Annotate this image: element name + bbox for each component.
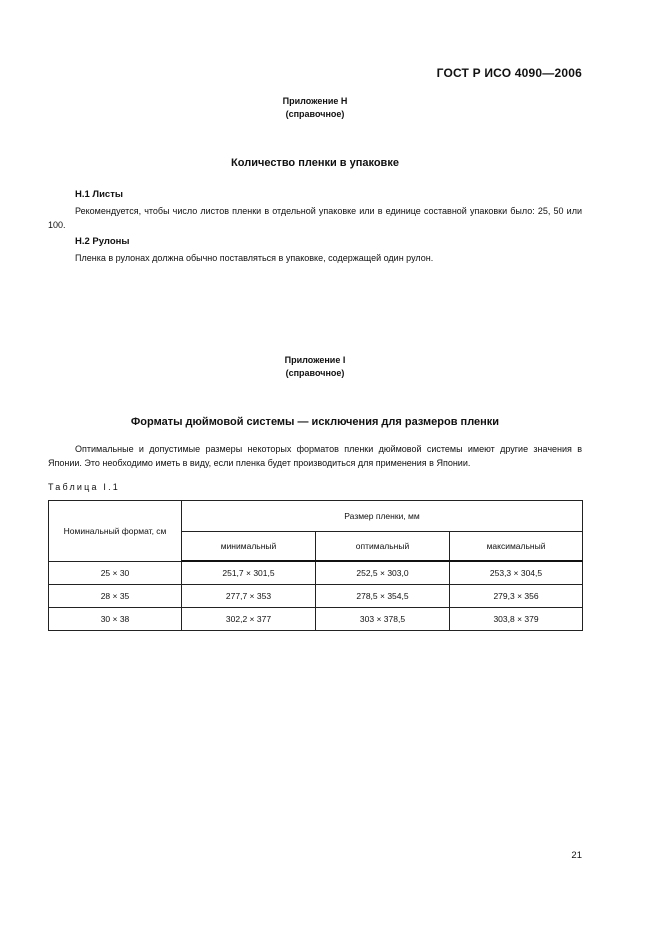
cell-nominal: 28 × 35 [49,585,182,608]
cell-maximal: 253,3 × 304,5 [450,561,583,585]
page-number: 21 [571,850,582,861]
appendix-h-title: Количество пленки в упаковке [231,157,399,169]
table-caption: Таблица I.1 [48,482,120,492]
section-h1-heading: Н.1 Листы [75,189,123,200]
section-h2-heading: Н.2 Рулоны [75,236,130,247]
appendix-h-label: Приложение Н [282,96,348,106]
appendix-i-label: Приложение I [284,355,346,365]
section-h1-text: Рекомендуется, чтобы число листов пленки в отдельной упаковке или в единице составной упаковки было: 25, 50 или 100. [48,206,582,230]
cell-minimal: 277,7 × 353 [182,585,316,608]
cell-maximal: 279,3 × 356 [450,585,583,608]
film-size-table [48,500,583,631]
cell-minimal: 302,2 × 377 [182,608,316,631]
table-row [49,608,583,631]
cell-maximal: 303,8 × 379 [450,608,583,631]
cell-nominal: 25 × 30 [49,561,182,585]
table-row [49,585,583,608]
appendix-i-title: Форматы дюймовой системы — исключения для размеров пленки [130,416,500,428]
standard-id: ГОСТ Р ИСО 4090—2006 [436,66,582,80]
appendix-h-note: (справочное) [285,109,345,119]
cell-minimal: 251,7 × 301,5 [182,561,316,585]
header-minimal: минимальный [182,532,316,562]
header-film-size: Размер пленки, мм [182,501,583,532]
cell-nominal: 30 × 38 [49,608,182,631]
appendix-i-note: (справочное) [285,368,345,378]
header-nominal-format: Номинальный формат, см [49,501,182,562]
cell-optimal: 252,5 × 303,0 [316,561,450,585]
section-h2-text: Пленка в рулонах должна обычно поставляться в упаковке, содержащей один рулон. [75,253,434,263]
header-maximal: максимальный [450,532,583,562]
table-row [49,561,583,585]
header-optimal: оптимальный [316,532,450,562]
cell-optimal: 278,5 × 354,5 [316,585,450,608]
cell-optimal: 303 × 378,5 [316,608,450,631]
appendix-i-paragraph: Оптимальные и допустимые размеры некоторых форматов пленки дюймовой системы имеют другие значения в Японии. Это необходимо иметь в виду, если пленка будет производиться для применения в Японии. [48,444,582,468]
